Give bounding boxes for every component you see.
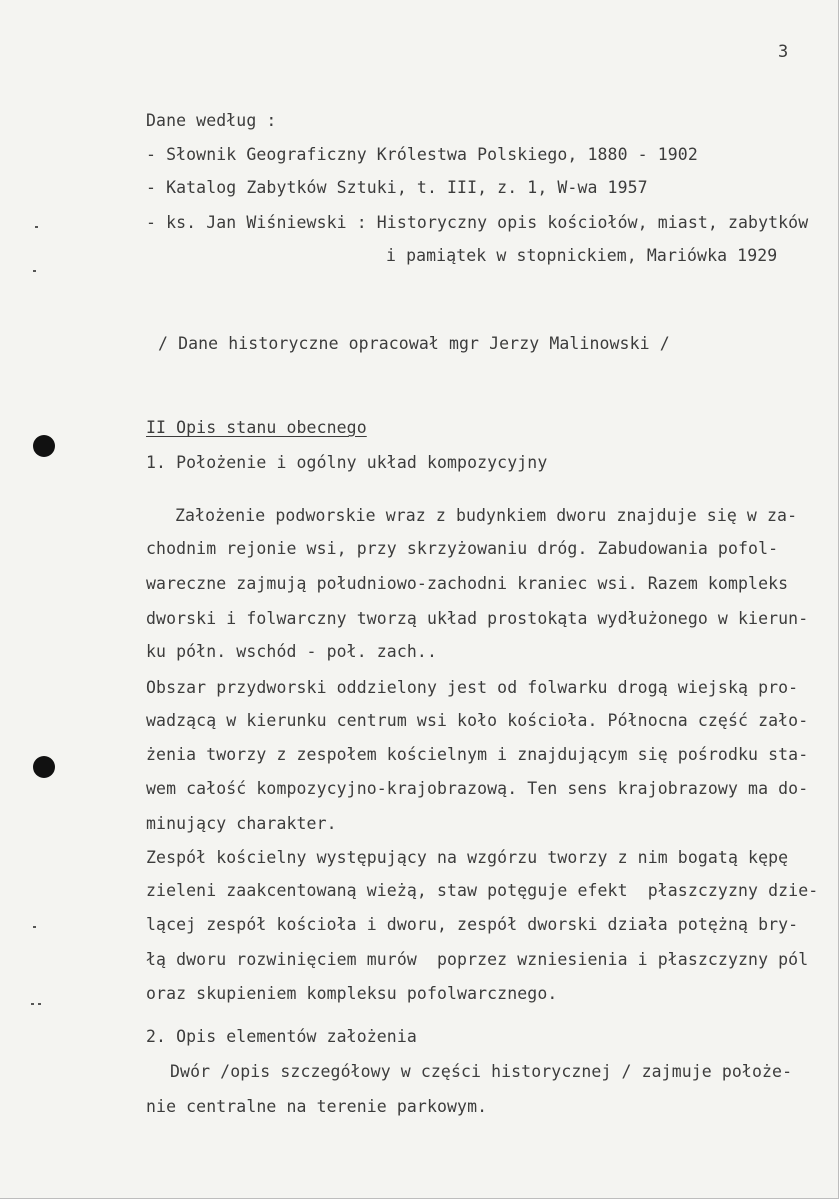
paragraph-line: Zespół kościelny występujący na wzgórzu tworzy z nim bogatą kępę xyxy=(146,848,789,867)
paragraph-line: lącej zespół kościoła i dworu, zespół dworski działa potężną bry- xyxy=(146,915,799,934)
credit-line: / Dane historyczne opracował mgr Jerzy Malinowski / xyxy=(158,334,670,353)
punch-hole-bottom xyxy=(33,756,55,778)
margin-mark xyxy=(33,926,36,928)
paragraph-line: minujący charakter. xyxy=(146,814,337,833)
subsection-title: 1. Położenie i ogólny układ kompozycyjny xyxy=(146,453,548,472)
margin-mark xyxy=(31,1003,34,1005)
source-item: - Słownik Geograficzny Królestwa Polskiego, 1880 - 1902 xyxy=(146,145,698,164)
paragraph-line: wem całość kompozycyjno-krajobrazową. Ten sens krajobrazowy ma do- xyxy=(146,779,809,798)
source-item: - Katalog Zabytków Sztuki, t. III, z. 1, W-wa 1957 xyxy=(146,178,648,197)
punch-hole-top xyxy=(33,435,55,457)
margin-mark xyxy=(35,226,38,228)
source-item: - ks. Jan Wiśniewski : Historyczny opis kościołów, miast, zabytków xyxy=(146,213,809,232)
paragraph-line: łą dworu rozwinięciem murów poprzez wzniesienia i płaszczyzny pól xyxy=(146,950,809,969)
sources-heading: Dane według : xyxy=(146,111,277,130)
margin-mark xyxy=(38,1003,41,1005)
page-number: 3 xyxy=(778,42,789,62)
paragraph-line: Obszar przydworski oddzielony jest od folwarku drogą wiejską pro- xyxy=(146,678,799,697)
paragraph-line: Założenie podworskie wraz z budynkiem dworu znajduje się w za- xyxy=(175,506,798,525)
paragraph-line: chodnim rejonie wsi, przy skrzyżowaniu dróg. Zabudowania pofol- xyxy=(146,539,779,558)
margin-mark xyxy=(33,270,36,272)
section-title: II Opis stanu obecnego xyxy=(146,418,367,437)
paragraph-line: wareczne zajmują południowo-zachodni kraniec wsi. Razem kompleks xyxy=(146,574,789,593)
paragraph-line: Dwór /opis szczegółowy w części historycznej / zajmuje położe- xyxy=(170,1062,793,1081)
paragraph-line: ku półn. wschód - poł. zach.. xyxy=(146,642,437,661)
paragraph-line: oraz skupieniem kompleksu pofolwarcznego. xyxy=(146,984,558,1003)
paragraph-line: nie centralne na terenie parkowym. xyxy=(146,1097,488,1116)
subsection-title: 2. Opis elementów założenia xyxy=(146,1027,417,1046)
source-item-continuation: i pamiątek w stopnickiem, Mariówka 1929 xyxy=(386,246,778,265)
paragraph-line: wadzącą w kierunku centrum wsi koło kościoła. Północna część zało- xyxy=(146,711,809,730)
paragraph-line: dworski i folwarczny tworzą układ prostokąta wydłużonego w kierun- xyxy=(146,609,809,628)
paragraph-line: zieleni zaakcentowaną wieżą, staw potęguje efekt płaszczyzny dzie- xyxy=(146,881,819,900)
paragraph-line: żenia tworzy z zespołem kościelnym i znajdującym się pośrodku sta- xyxy=(146,745,809,764)
